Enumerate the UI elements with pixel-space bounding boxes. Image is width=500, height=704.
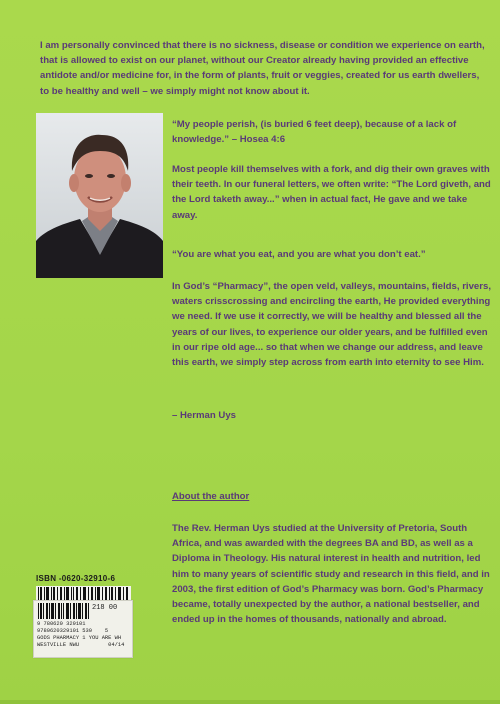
author-photo bbox=[36, 113, 163, 278]
price-sticker bbox=[33, 600, 133, 658]
fork-paragraph: Most people kill themselves with a fork, and dig their own graves with their teeth. In our funeral letters, we often write: “The Lord giveth, and the Lord taketh away...” when in actual fact, He gave and we take away. bbox=[172, 164, 491, 221]
sticker-barcode-icon bbox=[37, 603, 90, 619]
author-portrait-image bbox=[36, 113, 163, 278]
sticker-line-1: 9 780620 329101 bbox=[37, 621, 86, 627]
intro-paragraph: I am personally convinced that there is no sickness, disease or condition we experience on earth, that is allowed to exist on our planet, without our Creator already having provided an effective antidote and/or medicine for, in the form of plants, fruit or veggies, created for us earth dwellers, to be healthy and well – we simply might not know about it. bbox=[40, 40, 485, 97]
eat-quote: “You are what you eat, and you are what you don’t eat.” bbox=[172, 249, 426, 260]
sticker-price: 218 00 bbox=[92, 604, 118, 612]
pharmacy-paragraph: In God’s “Pharmacy”, the open veld, valleys, mountains, fields, rivers, waters crisscrossing and encircling the earth, He provided everything we need. If we use it correctly, we will be healthy and blessed all the years of our lives, to experience our older years, and be fulfilled even in our ripe old age... so that when we change our address, and leave this earth, we simply step across from earth into eternity to see Him. bbox=[172, 281, 492, 369]
about-author-heading: About the author bbox=[172, 491, 250, 502]
author-signature: – Herman Uys bbox=[172, 410, 236, 421]
sticker-line-4: WESTVILLE NWU 04/14 bbox=[37, 642, 125, 648]
sticker-line-3: GODS PHARMACY 1 YOU ARE WH bbox=[37, 635, 122, 641]
about-author-text: The Rev. Herman Uys studied at the University of Pretoria, South Africa, and was awarded with the degrees BA and BD, as well as a Diploma in Theology. His natural interest in health and nutrition, led him to many years of scientific study and research in this field, and in 2003, the first edition of God’s Pharmacy was born. God’s Pharmacy became, totally unexpected by the author, a national bestseller, and ended up in the homes of thousands, nationally and abroad. bbox=[172, 523, 490, 626]
sticker-line-2: 9780620329101 530 5 bbox=[37, 628, 109, 634]
isbn-label: ISBN -0620-32910-6 bbox=[36, 574, 116, 583]
cover-bottom-edge bbox=[0, 700, 500, 704]
hosea-quote: “My people perish, (is buried 6 feet deep), because of a lack of knowledge.” – Hosea 4:6 bbox=[172, 119, 457, 146]
